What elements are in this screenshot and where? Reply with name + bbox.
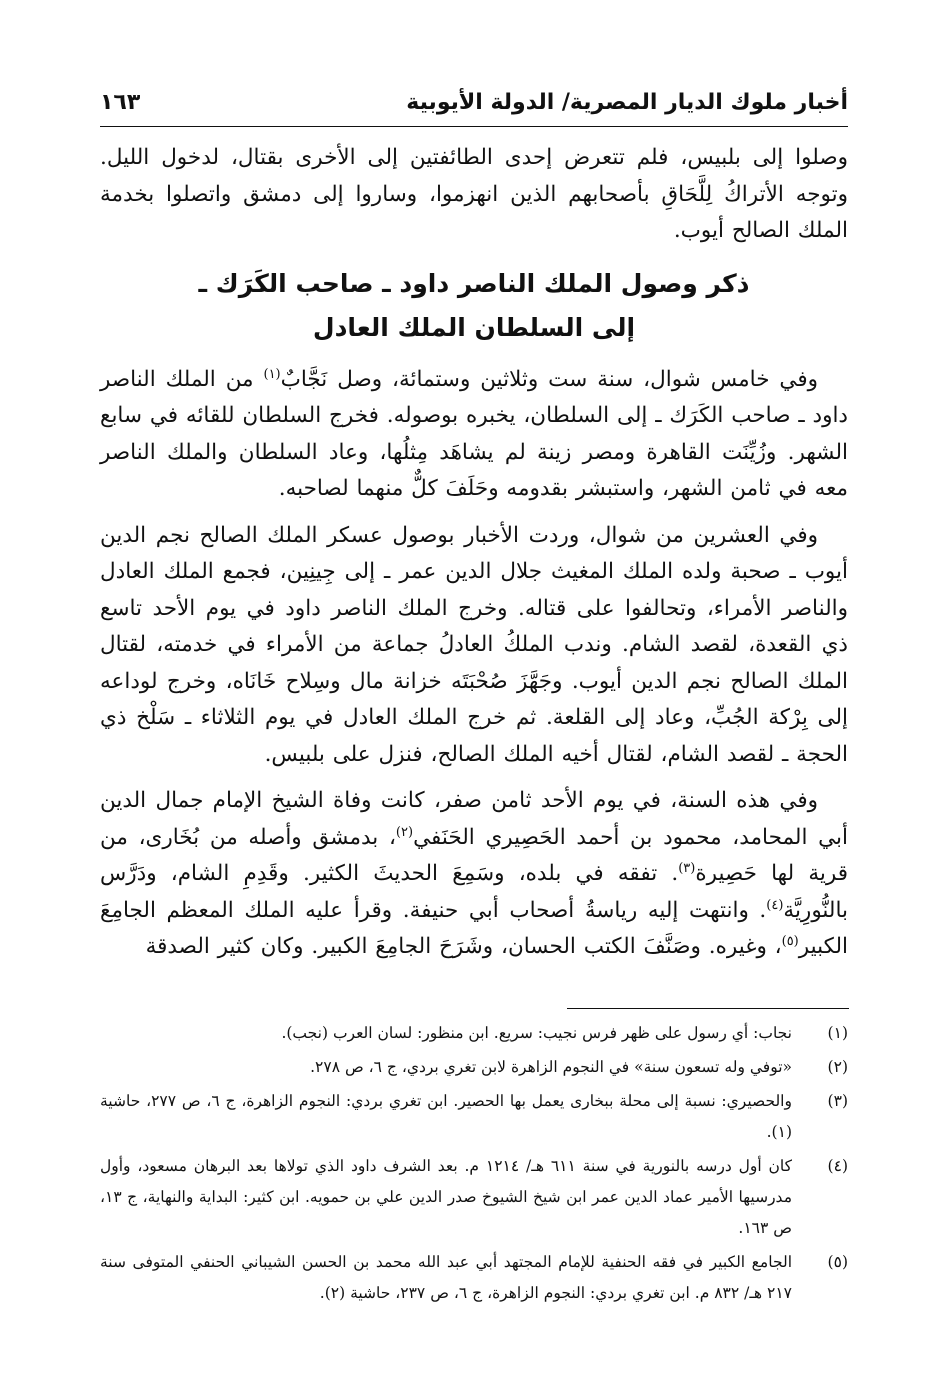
footnote — [100, 1018, 848, 1049]
section-heading-line-1: ذكر وصول الملك الناصر داود ـ صاحب الكَرَك ـ — [198, 268, 750, 298]
paragraph-2: وفي العشرين من شوال، وردت الأخبار بوصول عسكر الملك الصالح نجم الدين أيوب ـ صحبة ولده الملك المغيث جلال الدين عمر ـ إلى جِينِين، فجمع الملك العادل والناصر الأمراء، وتحالفوا على قتاله. وخرج الملك الناصر داود في يوم الأحد تاسع ذي القعدة، لقصد الشام. وندب الملكُ العادلُ جماعة من الأمراء في خدمته، لقتال الملك الصالح نجم الدين أيوب. وجَهَّزَ صُحْبَتَه خزانة مال وسِلاح خَانَاه، وخرج لوداعه إلى بِرْكة الجُبِّ، وعاد إلى القلعة. ثم خرج الملك العادل في يوم الثلاثاء ـ سَلْخ ذي الحجة ـ لقصد الشام، لقتال أخيه الملك الصالح، فنزل على بلبيس. — [100, 522, 848, 767]
footnote-text: «توفي وله تسعون سنة» في النجوم الزاهرة لابن تغري بردي، ج ٦، ص ٢٧٨. — [310, 1058, 792, 1076]
footnote-ref-4[interactable]: (٤) — [766, 897, 784, 913]
footnote — [100, 1086, 848, 1148]
paragraph-1-text-b: من الملك الناصر داود ـ صاحب الكَرَك ـ إلى السلطان، يخبره بوصوله. فخرج السلطان للقائه في سابع الشهر. وزُيِّنَت القاهرة ومصر زينة لم يشاهَد مِثلُها، وعاد السلطان والملك الناصر معه في ثامن الشهر، واستبشر بقدومه وحَلَفَ كلٌّ منهما لصاحبه. — [100, 366, 848, 501]
running-header — [100, 86, 848, 127]
footnote-text: نجاب: أي رسول على ظهر فرس نجيب: سريع. ابن منظور: لسان العرب (نجب). — [281, 1024, 792, 1042]
footnote-divider — [567, 1008, 849, 1009]
footnote-text: كان أول درسه بالنورية في سنة ٦١١ هـ/ ١٢١٤ م. بعد الشرف داود الذي تولاها بعد البرهان مسعود، وأول مدرسيها الأمير عماد الدين عمر ابن شيخ الشيوخ صدر الدين علي بن حمويه. ابن كثير: البداية والنهاية، ج ١٣، ص ١٦٣. — [100, 1157, 792, 1237]
paragraph-1-text-a: وفي خامس شوال، سنة ست وثلاثين وستمائة، وصل نَجَّابٌ — [280, 366, 818, 392]
page-number: ١٦٣ — [100, 90, 141, 115]
footnote-number: (٥) — [827, 1253, 848, 1271]
footnote-number: (٢) — [827, 1058, 848, 1076]
paragraph-3-text-d: . وانتهت إليه رياسةُ أصحاب أبي حنيفة. وقرأ عليه الملك المعظم الجامِعَ الكبير — [100, 897, 848, 959]
footnote-ref-1[interactable]: (١) — [263, 366, 281, 382]
paragraph-1 — [100, 362, 848, 508]
footnote-number: (٤) — [827, 1157, 848, 1175]
paragraph-3-text-a: وفي هذه السنة، في يوم الأحد ثامن صفر، كانت وفاة الشيخ الإمام جمال الدين أبي المحامد، محمود بن أحمد الحَصِيري الحَنَفي — [100, 788, 848, 850]
footnote-text: والحصيري: نسبة إلى محلة ببخارى يعمل بها الحصير. ابن تغري بردي: النجوم الزاهرة، ج ٦، ص ٢٧٧، حاشية (١). — [100, 1092, 792, 1141]
footnote-number: (١) — [827, 1024, 848, 1042]
footnote-ref-5[interactable]: (٥) — [781, 933, 799, 949]
section-heading-line-2: إلى السلطان الملك العادل — [312, 312, 636, 342]
paragraph-3-text-b: ، بدمشق وأصله من بُخَارى، من قرية لها حَصِيرة — [100, 824, 848, 886]
footnote-ref-3[interactable]: (٣) — [678, 860, 696, 876]
intro-paragraph: وصلوا إلى بلبيس، فلم تتعرض إحدى الطائفتين إلى الأخرى بقتال، لدخول الليل. وتوجه الأتراكُ لِلَّحَاقِ بأصحابهم الذين انهزموا، وساروا إلى دمشق واتصلوا بخدمة الملك الصالح أيوب. — [100, 145, 848, 243]
footnote-text: الجامع الكبير في فقه الحنفية للإمام المجتهد أبي عبد الله محمد بن الحسن الشيباني الحنفي المتوفى سنة ٢١٧ هـ/ ٨٣٢ م. ابن تغري بردي: النجوم الزاهرة، ج ٦، ص ٢٣٧، حاشية (٢). — [100, 1253, 792, 1302]
running-title: أخبار ملوك الديار المصرية/ الدولة الأيوبية — [406, 90, 848, 115]
footnote-ref-2[interactable]: (٢) — [395, 824, 414, 840]
footnote — [100, 1151, 848, 1244]
paragraph-3-text-c: . تفقه في بلده، وسَمِعَ الحديثَ الكثير. وقَدِمِ الشام، ودَرَّس بالنُّورِيَّة — [100, 861, 848, 923]
footnote-number: (٣) — [827, 1092, 848, 1110]
paragraph-3 — [100, 783, 848, 966]
paragraph-3-text-e: ، وغيره. وصَنَّفَ الكتب الحسان، وشَرَحَ الجامِعَ الكبير. وكان كثير الصدقة — [145, 934, 782, 959]
section-heading — [100, 262, 848, 350]
footnotes — [100, 1018, 848, 1312]
main-text — [100, 140, 848, 976]
footnote — [100, 1247, 848, 1309]
footnote — [100, 1052, 848, 1083]
